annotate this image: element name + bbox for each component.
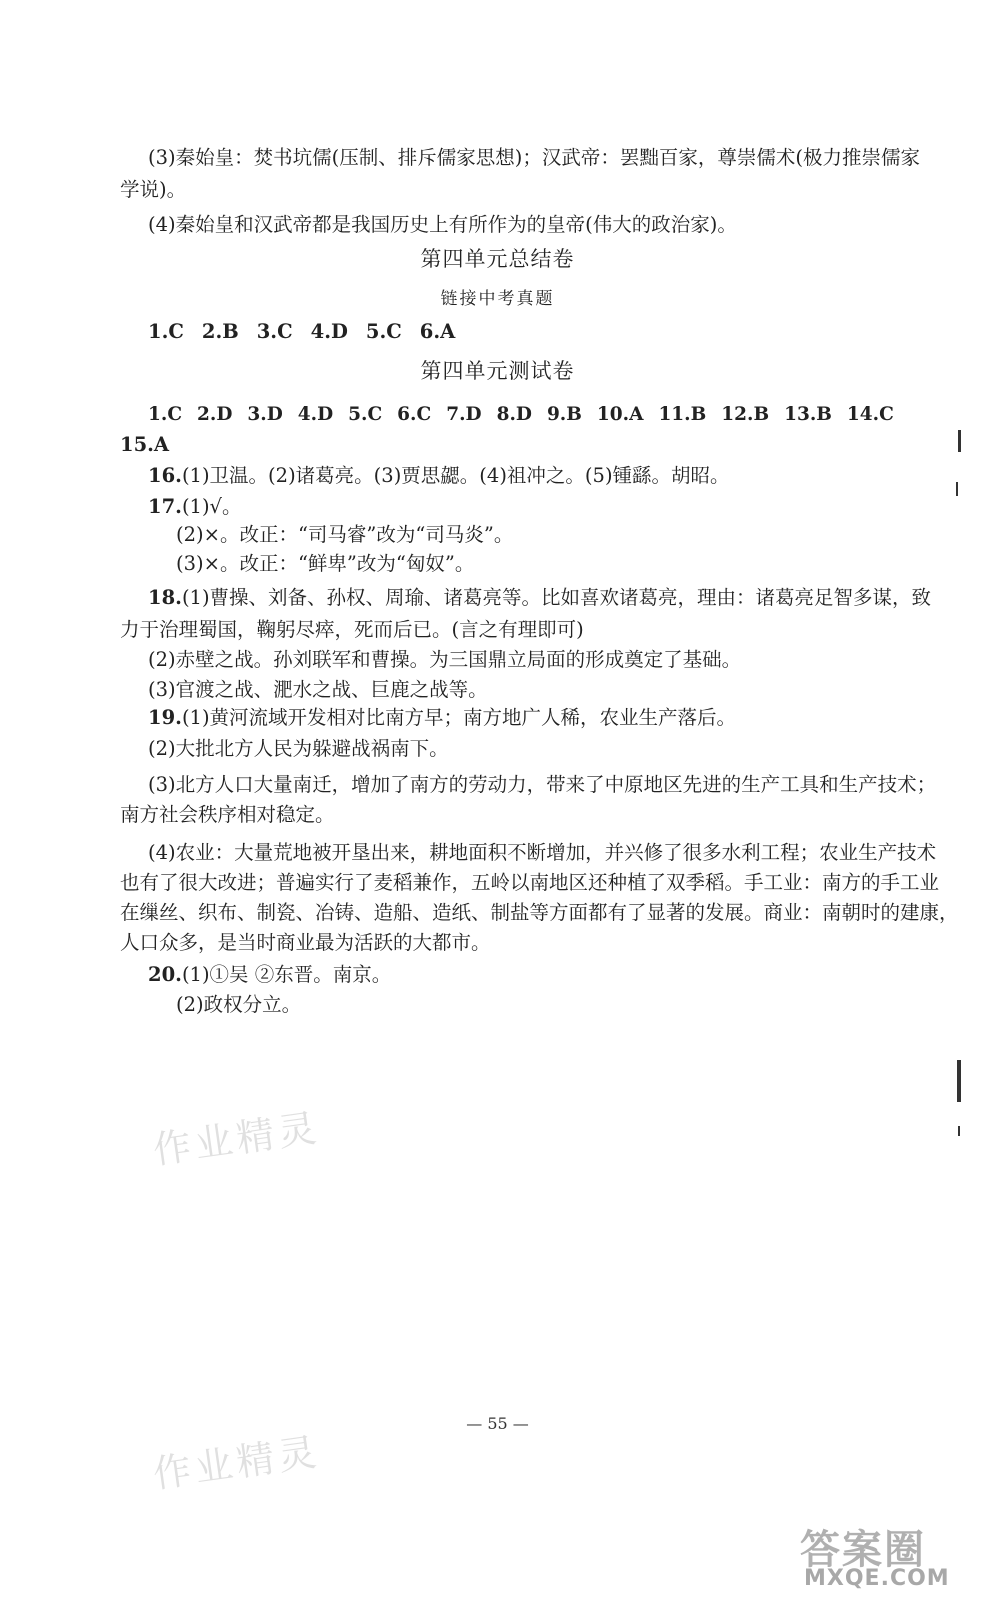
- answer-line: (3)北方人口大量南迁，增加了南方的劳动力，带来了中原地区先进的生产工具和生产技术；: [148, 773, 937, 796]
- answer-line: 也有了很大改进；普遍实行了麦稻兼作，五岭以南地区还种植了双季稻。手工业：南方的手工业: [120, 871, 940, 894]
- question-20: [148, 960, 938, 990]
- answer-line: 力于治理蜀国，鞠躬尽瘁，死而后已。(言之有理即可): [120, 618, 584, 641]
- question-number: 17.: [148, 495, 182, 518]
- answer-item: 5.C: [365, 320, 402, 343]
- answer-line: (3)×。改正：“鲜卑”改为“匈奴”。: [176, 552, 475, 575]
- answer-item: 15.A: [120, 433, 170, 456]
- corner-watermark-logo: [800, 1518, 980, 1593]
- answer-item: 3.C: [256, 320, 293, 343]
- answer-item: 9.B: [546, 404, 582, 425]
- logo-url: MXQE.COM: [804, 1566, 950, 1591]
- scan-artifact: [958, 1126, 960, 1136]
- answer-text: (1)曹操、刘备、孙权、周瑜、诸葛亮等。比如喜欢诸葛亮，理由：诸葛亮足智多谋，致: [181, 586, 932, 609]
- answer-text: (1)①吴 ②东晋。南京。: [181, 963, 392, 986]
- answer-item: 10.A: [596, 404, 644, 425]
- answer-item: 11.B: [658, 404, 707, 425]
- answer-item: 2.D: [197, 404, 233, 425]
- answer-row: [148, 317, 938, 347]
- answer-item: 6.A: [419, 320, 456, 343]
- answer-row: [148, 400, 938, 430]
- section-title: 第四单元测试卷: [420, 359, 575, 383]
- question-16: [148, 461, 938, 491]
- answer-text: (1)√。: [181, 495, 242, 518]
- answer-item: 2.B: [201, 320, 239, 343]
- answer-line: 在缫丝、织布、制瓷、冶铸、造船、造纸、制盐等方面都有了显著的发展。商业：南朝时的建康，: [120, 901, 959, 924]
- answer-line: 人口众多，是当时商业最为活跃的大都市。: [120, 931, 491, 954]
- question-number: 18.: [148, 586, 182, 609]
- watermark-text: 作业精灵: [150, 1429, 323, 1497]
- answer-item: 12.B: [721, 404, 770, 425]
- answer-line: (2)大批北方人民为躲避战祸南下。: [148, 737, 449, 760]
- question-number: 16.: [148, 464, 182, 487]
- scan-artifact: [957, 1060, 961, 1102]
- question-number: 19.: [148, 706, 182, 729]
- answer-line: (4)秦始皇和汉武帝都是我国历史上有所作为的皇帝(伟大的政治家)。: [148, 213, 737, 236]
- question-19: [148, 703, 938, 733]
- answer-item: 5.C: [348, 404, 383, 425]
- answer-line: (2)×。改正：“司马睿”改为“司马炎”。: [176, 523, 514, 546]
- answer-item: 14.C: [846, 404, 894, 425]
- answer-line: (3)秦始皇：焚书坑儒(压制、排斥儒家思想)；汉武帝：罢黜百家，尊崇儒术(极力推崇儒家: [148, 146, 920, 169]
- answer-item: 6.C: [397, 404, 432, 425]
- answer-line: 学说)。: [120, 178, 187, 201]
- answer-item: 4.D: [310, 320, 348, 343]
- watermark-text: 作业精灵: [150, 1105, 323, 1173]
- scan-artifact: [956, 482, 958, 496]
- question-18: [148, 583, 938, 613]
- answer-item: 4.D: [297, 404, 334, 425]
- answer-line: (3)官渡之战、淝水之战、巨鹿之战等。: [148, 678, 488, 701]
- answer-item: 7.D: [446, 404, 482, 425]
- section-subtitle: 链接中考真题: [440, 289, 555, 309]
- section-title: 第四单元总结卷: [420, 247, 575, 271]
- answer-item: 3.D: [247, 404, 283, 425]
- answer-item: 1.C: [148, 404, 183, 425]
- scan-artifact: [958, 430, 961, 452]
- answer-text: (1)黄河流域开发相对比南方早；南方地广人稀，农业生产落后。: [181, 706, 737, 729]
- answer-text: (1)卫温。(2)诸葛亮。(3)贾思勰。(4)祖冲之。(5)锺繇。胡昭。: [181, 464, 730, 487]
- answer-line: (2)赤壁之战。孙刘联军和曹操。为三国鼎立局面的形成奠定了基础。: [148, 648, 742, 671]
- answer-item: 13.B: [784, 404, 832, 425]
- answer-line: 南方社会秩序相对稳定。: [120, 803, 335, 826]
- answer-item: 8.D: [496, 404, 532, 425]
- answer-item: 1.C: [148, 320, 184, 343]
- answer-line: (4)农业：大量荒地被开垦出来，耕地面积不断增加，并兴修了很多水利工程；农业生产技术: [148, 841, 937, 864]
- page-number: — 55 —: [466, 1414, 529, 1433]
- question-17: [148, 492, 938, 522]
- logo-text: 答案圈: [800, 1527, 926, 1573]
- answer-line: (2)政权分立。: [176, 993, 302, 1016]
- question-number: 20.: [148, 963, 182, 986]
